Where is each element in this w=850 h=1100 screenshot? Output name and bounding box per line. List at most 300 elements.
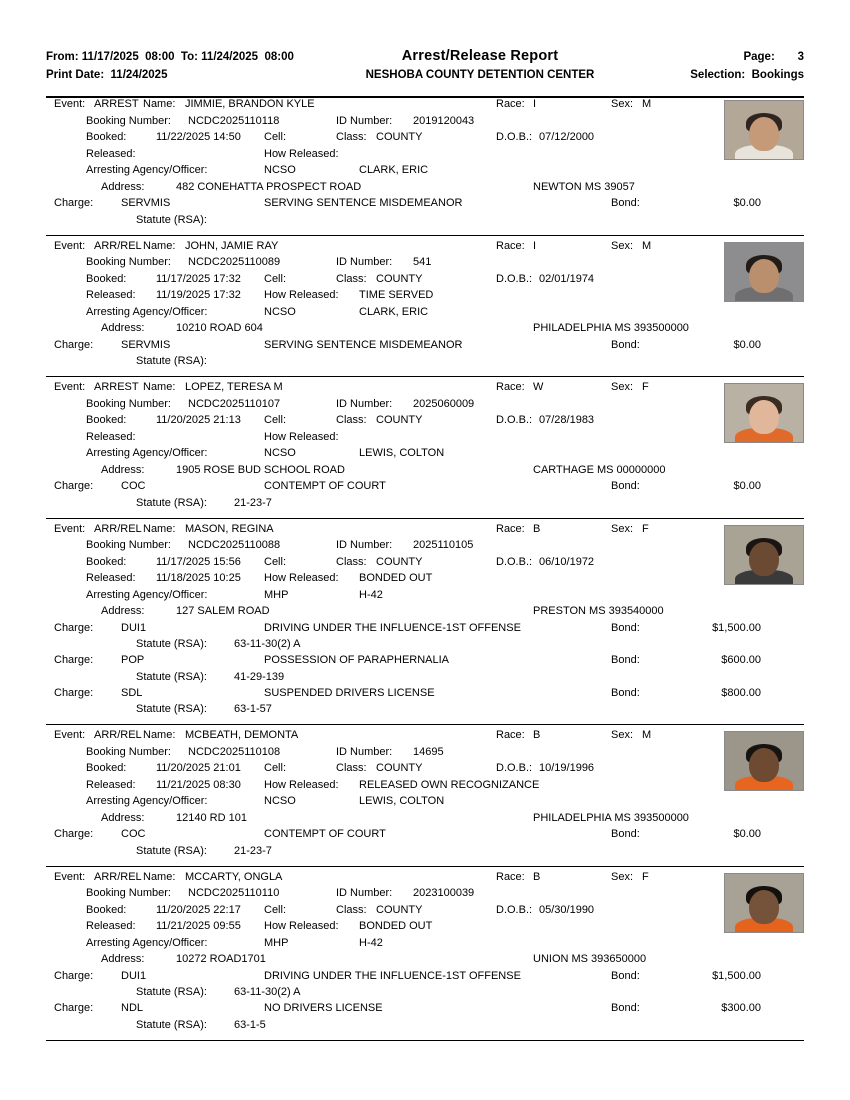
dob-value: 06/10/1972 [539, 555, 595, 568]
print-date-group [46, 69, 346, 81]
charge-line [46, 622, 804, 639]
booked-value: 11/20/2025 21:13 [156, 414, 241, 426]
cell-label: Cell: [264, 131, 287, 143]
charge-code: SDL [121, 686, 143, 699]
cell-label: Cell: [264, 903, 287, 916]
id-number-value: 2025060009 [413, 397, 475, 410]
race-value: I [533, 239, 537, 252]
event-label: Event: [54, 729, 86, 741]
city-state-zip-value: PRESTON MS 393540000 [533, 605, 664, 617]
statute-line [46, 1019, 804, 1035]
how-released-value: BONDED OUT [359, 920, 433, 932]
name-value: MASON, REGINA [185, 522, 274, 535]
name-value: MCBEATH, DEMONTA [185, 729, 299, 741]
statute-line [46, 986, 804, 1002]
booking-number-label: Booking Number: [86, 539, 171, 551]
address-value: 10272 ROAD1701 [176, 953, 266, 965]
class-label: Class: [336, 555, 367, 568]
charge-description: SERVING SENTENCE MISDEMEANOR [264, 197, 463, 209]
booking-number-value: NCDC2025110088 [188, 539, 281, 551]
booking-number-value: NCDC2025110089 [188, 256, 281, 268]
booked-line [46, 762, 804, 779]
print-date-label: Print Date: [46, 69, 105, 81]
sex-value: M [642, 729, 652, 741]
charge-description: SERVING SENTENCE MISDEMEANOR [264, 338, 463, 351]
record-identity-line [46, 523, 804, 540]
date-range [46, 51, 346, 63]
booked-label: Booked: [86, 762, 127, 774]
booking-number-line [46, 539, 804, 556]
booked-value: 11/22/2025 14:50 [156, 131, 241, 143]
class-value: COUNTY [376, 131, 423, 143]
statute-value: 63-11-30(2) A [234, 986, 301, 998]
address-label: Address: [101, 463, 145, 476]
name-value: MCCARTY, ONGLA [185, 870, 283, 883]
bond-label: Bond: [611, 197, 640, 209]
event-value: ARREST [94, 98, 139, 110]
booking-number-value: NCDC2025110108 [188, 745, 281, 758]
charge-description: CONTEMPT OF COURT [264, 828, 386, 840]
how-released-value: RELEASED OWN RECOGNIZANCE [359, 778, 540, 791]
dob-label: D.O.B.: [496, 131, 533, 143]
name-value: JOHN, JAMIE RAY [185, 239, 279, 252]
sex-value: F [642, 381, 649, 393]
id-number-label: ID Number: [336, 745, 393, 758]
dob-value: 10/19/1996 [539, 762, 595, 774]
cell-label: Cell: [264, 272, 287, 285]
race-value: B [533, 522, 541, 535]
statute-label: Statute (RSA): [136, 213, 207, 226]
id-number-value: 2023100039 [413, 887, 475, 899]
selection-label: Selection: [690, 69, 746, 81]
race-value: W [533, 381, 544, 393]
charge-label: Charge: [54, 654, 94, 666]
booking-number-label: Booking Number: [86, 256, 171, 268]
released-line [46, 920, 804, 937]
charge-line [46, 197, 804, 214]
booked-label: Booked: [86, 131, 127, 143]
arresting-agency-label: Arresting Agency/Officer: [86, 164, 208, 176]
arresting-agency-line [46, 447, 804, 464]
selection-value: Bookings [751, 69, 804, 81]
event-value: ARR/REL [94, 870, 142, 883]
class-value: COUNTY [376, 414, 423, 426]
released-line [46, 779, 804, 796]
booking-record [46, 94, 804, 236]
bond-label: Bond: [611, 621, 640, 634]
statute-line [46, 355, 804, 371]
charge-code: COC [121, 828, 146, 840]
charge-label: Charge: [54, 338, 94, 351]
charge-description: POSSESSION OF PARAPHERNALIA [264, 654, 450, 666]
dob-value: 05/30/1990 [539, 903, 595, 916]
arresting-officer-value: LEWIS, COLTON [359, 795, 445, 807]
race-label: Race: [496, 729, 525, 741]
how-released-label: How Released: [264, 289, 339, 301]
bond-label: Bond: [611, 686, 640, 699]
booking-number-line [46, 398, 804, 415]
statute-label: Statute (RSA): [136, 703, 207, 715]
sex-label: Sex: [611, 870, 634, 883]
race-value: B [533, 870, 541, 883]
sex-label: Sex: [611, 522, 634, 535]
arresting-agency-line [46, 164, 804, 181]
released-label: Released: [86, 778, 136, 791]
released-value: 11/19/2025 17:32 [156, 289, 241, 301]
how-released-label: How Released: [264, 147, 339, 160]
race-label: Race: [496, 522, 525, 535]
charge-line [46, 828, 804, 845]
charge-line [46, 687, 804, 704]
booked-line [46, 131, 804, 148]
id-number-value: 2025110105 [413, 539, 474, 551]
arresting-agency-label: Arresting Agency/Officer: [86, 936, 208, 949]
booked-line [46, 556, 804, 573]
statute-value: 21-23-7 [234, 844, 272, 857]
record-identity-line [46, 381, 804, 398]
statute-label: Statute (RSA): [136, 638, 207, 650]
address-line [46, 181, 804, 198]
class-label: Class: [336, 762, 367, 774]
how-released-label: How Released: [264, 430, 339, 443]
statute-line [46, 638, 804, 654]
booking-record [46, 519, 804, 726]
statute-value: 63-1-5 [234, 1018, 266, 1031]
released-label: Released: [86, 572, 136, 584]
bond-value: $0.00 [733, 197, 761, 209]
dob-label: D.O.B.: [496, 414, 533, 426]
booked-value: 11/17/2025 15:56 [156, 555, 241, 568]
charge-line [46, 1002, 804, 1019]
released-line [46, 148, 804, 165]
statute-value: 63-11-30(2) A [234, 638, 301, 650]
arresting-agency-value: NCSO [264, 447, 296, 459]
name-label: Name: [143, 729, 176, 741]
charge-code: COC [121, 480, 146, 492]
name-label: Name: [143, 870, 176, 883]
event-value: ARR/REL [94, 522, 142, 535]
arresting-agency-line [46, 589, 804, 606]
arresting-officer-value: H-42 [359, 588, 383, 601]
arresting-officer-value: LEWIS, COLTON [359, 447, 445, 459]
city-state-zip-value: CARTHAGE MS 00000000 [533, 463, 666, 476]
dob-value: 02/01/1974 [539, 272, 595, 285]
event-label: Event: [54, 522, 86, 535]
statute-value: 21-23-7 [234, 496, 272, 509]
city-state-zip-value: PHILADELPHIA MS 393500000 [533, 322, 689, 334]
address-line [46, 953, 804, 970]
class-value: COUNTY [376, 903, 423, 916]
statute-value: 41-29-139 [234, 670, 285, 683]
race-label: Race: [496, 870, 525, 883]
statute-line [46, 214, 804, 230]
cell-label: Cell: [264, 762, 287, 774]
released-line [46, 431, 804, 448]
bond-value: $0.00 [733, 828, 761, 840]
bond-label: Bond: [611, 480, 640, 492]
charge-code: DUI1 [121, 621, 147, 634]
released-label: Released: [86, 430, 136, 443]
name-value: LOPEZ, TERESA M [185, 381, 283, 393]
city-state-zip-value: UNION MS 393650000 [533, 953, 647, 965]
to-date: 11/24/2025 [201, 51, 259, 63]
facility-name: NESHOBA COUNTY DETENTION CENTER [365, 69, 595, 81]
address-value: 1905 ROSE BUD SCHOOL ROAD [176, 463, 345, 476]
race-value: I [533, 98, 537, 110]
address-label: Address: [101, 605, 145, 617]
address-value: 127 SALEM ROAD [176, 605, 270, 617]
statute-label: Statute (RSA): [136, 355, 207, 367]
class-label: Class: [336, 131, 367, 143]
booked-value: 11/17/2025 17:32 [156, 272, 241, 285]
charge-label: Charge: [54, 197, 94, 209]
statute-label: Statute (RSA): [136, 496, 207, 509]
id-number-label: ID Number: [336, 887, 393, 899]
event-label: Event: [54, 381, 86, 393]
arresting-agency-line [46, 306, 804, 323]
bond-value: $1,500.00 [712, 621, 761, 634]
charge-description: NO DRIVERS LICENSE [264, 1002, 383, 1014]
charge-description: SUSPENDED DRIVERS LICENSE [264, 686, 435, 699]
id-number-label: ID Number: [336, 397, 393, 410]
sex-value: M [642, 98, 652, 110]
id-number-label: ID Number: [336, 539, 393, 551]
sex-label: Sex: [611, 381, 634, 393]
from-time: 08:00 [145, 51, 175, 63]
event-value: ARR/REL [94, 239, 142, 252]
bond-label: Bond: [611, 1002, 640, 1014]
arresting-agency-label: Arresting Agency/Officer: [86, 447, 208, 459]
booking-number-label: Booking Number: [86, 745, 171, 758]
booked-value: 11/20/2025 21:01 [156, 762, 241, 774]
booked-value: 11/20/2025 22:17 [156, 903, 241, 916]
class-value: COUNTY [376, 762, 423, 774]
statute-line [46, 497, 804, 513]
booked-label: Booked: [86, 555, 127, 568]
address-value: 482 CONEHATTA PROSPECT ROAD [176, 180, 362, 193]
address-label: Address: [101, 953, 145, 965]
to-time: 08:00 [264, 51, 294, 63]
address-label: Address: [101, 811, 145, 824]
dob-label: D.O.B.: [496, 762, 533, 774]
booking-number-line [46, 256, 804, 273]
statute-label: Statute (RSA): [136, 670, 207, 683]
page-number-group [614, 51, 804, 63]
released-label: Released: [86, 920, 136, 932]
bond-value: $600.00 [721, 654, 761, 666]
arresting-officer-value: H-42 [359, 936, 383, 949]
address-label: Address: [101, 322, 145, 334]
charge-line [46, 970, 804, 987]
class-value: COUNTY [376, 272, 423, 285]
report-header [46, 48, 804, 94]
race-label: Race: [496, 98, 525, 110]
statute-line [46, 845, 804, 861]
booked-label: Booked: [86, 414, 127, 426]
sex-label: Sex: [611, 239, 634, 252]
statute-value: 63-1-57 [234, 703, 272, 715]
booking-number-line [46, 887, 804, 904]
released-value: 11/21/2025 08:30 [156, 778, 241, 791]
booking-number-value: NCDC2025110118 [188, 114, 280, 127]
arresting-agency-value: NCSO [264, 795, 296, 807]
charge-label: Charge: [54, 969, 94, 982]
race-value: B [533, 729, 541, 741]
booking-record [46, 377, 804, 519]
id-number-label: ID Number: [336, 114, 393, 127]
event-label: Event: [54, 870, 86, 883]
charge-label: Charge: [54, 686, 94, 699]
arresting-officer-value: CLARK, ERIC [359, 305, 429, 318]
address-label: Address: [101, 180, 145, 193]
charge-code: POP [121, 654, 145, 666]
event-label: Event: [54, 239, 86, 252]
booking-number-value: NCDC2025110110 [188, 887, 280, 899]
arresting-agency-label: Arresting Agency/Officer: [86, 795, 208, 807]
arresting-agency-value: NCSO [264, 164, 296, 176]
city-state-zip-value: NEWTON MS 39057 [533, 180, 635, 193]
dob-label: D.O.B.: [496, 272, 533, 285]
bond-label: Bond: [611, 654, 640, 666]
bond-value: $1,500.00 [712, 969, 761, 982]
released-line [46, 572, 804, 589]
name-label: Name: [143, 98, 176, 110]
charge-code: NDL [121, 1002, 144, 1014]
address-value: 10210 ROAD 604 [176, 322, 263, 334]
sex-value: M [642, 239, 652, 252]
page-label: Page: [743, 51, 775, 63]
cell-label: Cell: [264, 555, 287, 568]
address-line [46, 464, 804, 481]
event-label: Event: [54, 98, 86, 110]
charge-code: DUI1 [121, 969, 147, 982]
class-label: Class: [336, 272, 367, 285]
booked-line [46, 414, 804, 431]
statute-line [46, 703, 804, 719]
booking-number-label: Booking Number: [86, 887, 171, 899]
city-state-zip-value: PHILADELPHIA MS 393500000 [533, 811, 689, 824]
id-number-value: 14695 [413, 745, 444, 758]
booking-record [46, 236, 804, 378]
record-identity-line [46, 871, 804, 888]
selection-group [614, 69, 804, 81]
how-released-value: TIME SERVED [359, 289, 434, 301]
arresting-agency-label: Arresting Agency/Officer: [86, 305, 208, 318]
how-released-label: How Released: [264, 572, 339, 584]
id-number-value: 541 [413, 256, 432, 268]
how-released-value: BONDED OUT [359, 572, 433, 584]
statute-label: Statute (RSA): [136, 1018, 207, 1031]
booking-number-label: Booking Number: [86, 114, 171, 127]
address-value: 12140 RD 101 [176, 811, 247, 824]
event-value: ARR/REL [94, 729, 142, 741]
from-label: From: [46, 51, 79, 63]
dob-value: 07/12/2000 [539, 131, 595, 143]
charge-code: SERVMIS [121, 338, 171, 351]
charge-line [46, 480, 804, 497]
race-label: Race: [496, 381, 525, 393]
charge-line [46, 339, 804, 356]
sex-value: F [642, 870, 649, 883]
booked-label: Booked: [86, 903, 127, 916]
bond-value: $800.00 [721, 686, 761, 699]
arresting-agency-line [46, 795, 804, 812]
bond-label: Bond: [611, 969, 640, 982]
charge-description: DRIVING UNDER THE INFLUENCE-1ST OFFENSE [264, 969, 521, 982]
booking-number-line [46, 746, 804, 763]
released-value: 11/21/2025 09:55 [156, 920, 241, 932]
charge-label: Charge: [54, 621, 94, 634]
class-label: Class: [336, 903, 367, 916]
charge-description: DRIVING UNDER THE INFLUENCE-1ST OFFENSE [264, 621, 521, 634]
released-label: Released: [86, 289, 136, 301]
booking-number-label: Booking Number: [86, 397, 171, 410]
race-label: Race: [496, 239, 525, 252]
id-number-label: ID Number: [336, 256, 393, 268]
how-released-label: How Released: [264, 920, 339, 932]
event-value: ARREST [94, 381, 139, 393]
cell-label: Cell: [264, 414, 287, 426]
booking-number-line [46, 115, 804, 132]
record-list [46, 94, 804, 1041]
dob-label: D.O.B.: [496, 903, 533, 916]
booked-line [46, 273, 804, 290]
dob-value: 07/28/1983 [539, 414, 595, 426]
released-line [46, 289, 804, 306]
page-value: 3 [797, 51, 804, 63]
dob-label: D.O.B.: [496, 555, 533, 568]
bond-value: $0.00 [733, 338, 761, 351]
released-label: Released: [86, 147, 136, 160]
sex-label: Sex: [611, 729, 634, 741]
charge-label: Charge: [54, 480, 94, 492]
booking-record [46, 725, 804, 867]
charge-line [46, 654, 804, 671]
statute-label: Statute (RSA): [136, 844, 207, 857]
arresting-officer-value: CLARK, ERIC [359, 164, 429, 176]
to-label: To: [180, 51, 198, 63]
arresting-agency-value: MHP [264, 588, 289, 601]
charge-code: SERVMIS [121, 197, 171, 209]
name-label: Name: [143, 239, 176, 252]
arresting-agency-value: NCSO [264, 305, 296, 318]
booking-record [46, 867, 804, 1041]
arresting-agency-value: MHP [264, 936, 289, 949]
print-date-value: 11/24/2025 [110, 69, 168, 81]
id-number-value: 2019120043 [413, 114, 475, 127]
bond-label: Bond: [611, 828, 640, 840]
released-value: 11/18/2025 10:25 [156, 572, 241, 584]
record-identity-line [46, 240, 804, 257]
address-line [46, 812, 804, 829]
charge-description: CONTEMPT OF COURT [264, 480, 386, 492]
booked-label: Booked: [86, 272, 127, 285]
from-date: 11/17/2025 [81, 51, 139, 63]
sex-value: F [642, 522, 649, 535]
charge-label: Charge: [54, 828, 94, 840]
class-label: Class: [336, 414, 367, 426]
bond-value: $300.00 [721, 1002, 761, 1014]
address-line [46, 322, 804, 339]
record-identity-line [46, 98, 804, 115]
arresting-agency-label: Arresting Agency/Officer: [86, 588, 208, 601]
booked-line [46, 904, 804, 921]
name-label: Name: [143, 381, 176, 393]
how-released-label: How Released: [264, 778, 339, 791]
statute-label: Statute (RSA): [136, 986, 207, 998]
arresting-agency-line [46, 937, 804, 954]
statute-line [46, 671, 804, 687]
